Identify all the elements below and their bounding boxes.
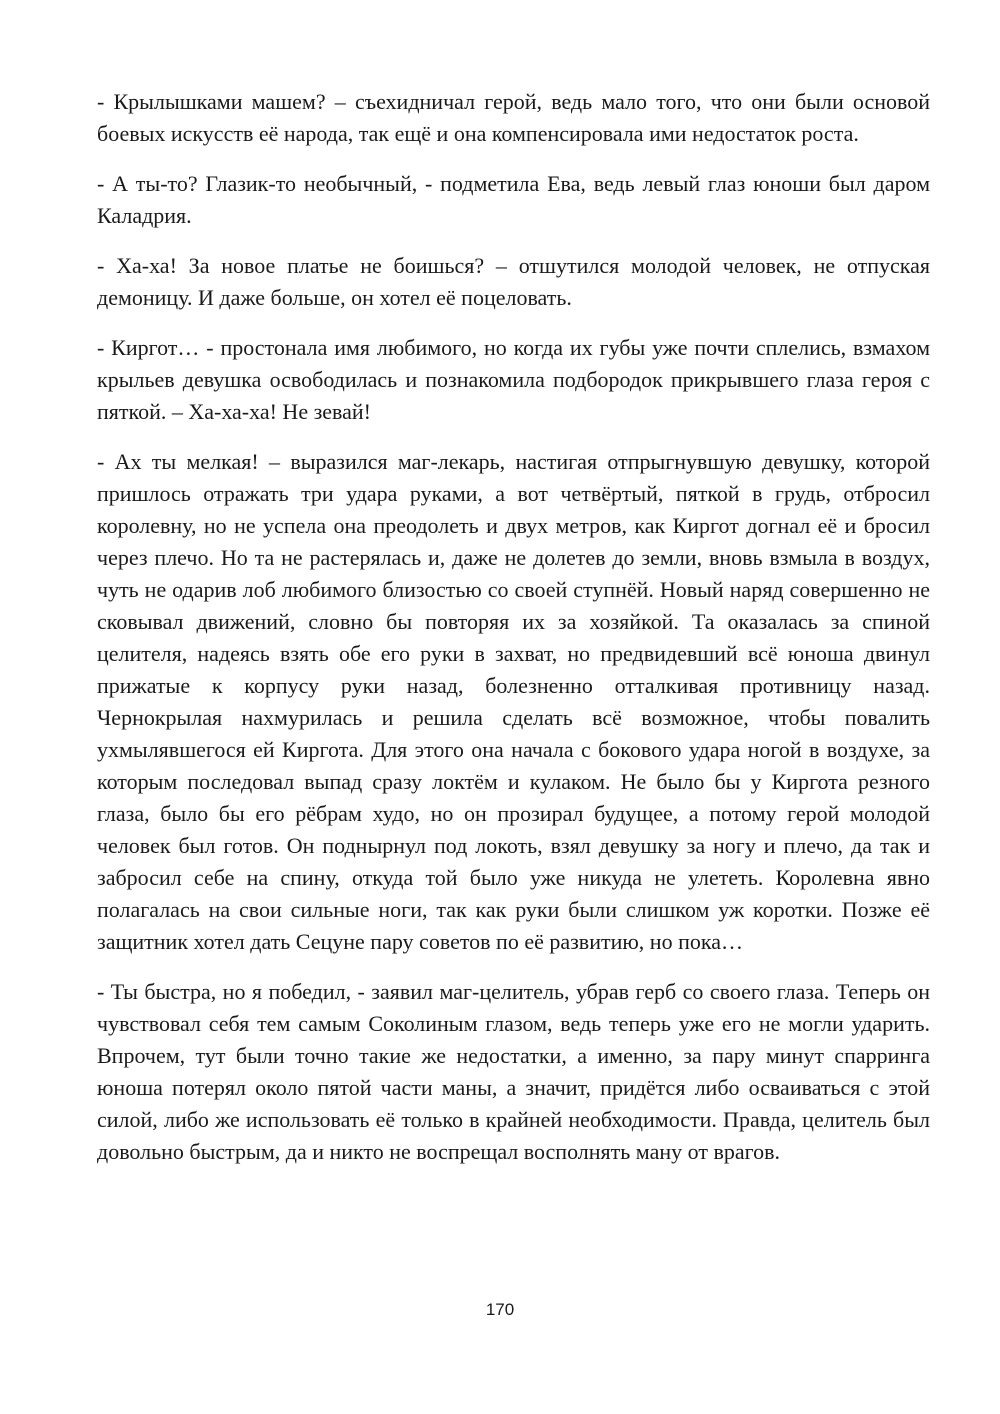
paragraph-dialogue-2: - А ты-то? Глазик-то необычный, - подметила Ева, ведь левый глаз юноши был даром Каладрия. bbox=[97, 171, 930, 228]
paragraph-dialogue-5: - Ты быстра, но я победил, - заявил маг-целитель, убрав герб со своего глаза. Теперь он чувствовал себя тем самым Соколиным глазом, ведь теперь уже его не могли ударить. Впрочем, тут были точно такие же недостатки, а именно, за пару минут спарринга юноша потерял около пятой части маны, а значит, придётся либо осваиваться с этой силой, либо же использовать её только в крайней необходимости. Правда, целитель был довольно быстрым, да и никто не воспрещал восполнять ману от врагов. bbox=[97, 979, 930, 1164]
page-number: 170 bbox=[485, 1300, 515, 1319]
paragraph-dialogue-4: - Киргот… - простонала имя любимого, но когда их губы уже почти сплелись, взмахом крыльев девушка освободилась и познакомила подбородок прикрывшего глаза героя с пяткой. – Ха-ха-ха! Не зевай! bbox=[97, 335, 930, 424]
paragraph-dialogue-3: - Ха-ха! За новое платье не боишься? – отшутился молодой человек, не отпуская демоницу. И даже больше, он хотел её поцеловать. bbox=[97, 253, 930, 310]
paragraph-narrative: - Ах ты мелкая! – выразился маг-лекарь, настигая отпрыгнувшую девушку, которой пришлось отражать три удара руками, а вот четвёртый, пяткой в грудь, отбросил королевну, но не успела она преодолеть и двух метров, как Киргот догнал её и бросил через плечо. Но та не растерялась и, даже не долетев до земли, вновь взмыла в воздух, чуть не одарив лоб любимого близостью со своей ступнёй. Новый наряд совершенно не сковывал движений, словно бы повторяя их за хозяйкой. Та оказалась за спиной целителя, надеясь взять обе его руки в захват, но предвидевший всё юноша двинул прижатые к корпусу руки назад, болезненно отталкивая противницу назад. Чернокрылая нахмурилась и решила сделать всё возможное, чтобы повалить ухмылявшегося ей Киргота. Для этого она начала с бокового удара ногой в воздухе, за которым последовал выпад сразу локтём и кулаком. Не было бы у Киргота резного глаза, было бы его рёбрам худо, но он прозирал будущее, а потому герой молодой человек был готов. Он поднырнул под локоть, взял девушку за ногу и плечо, да так и забросил себе на спину, откуда той было уже никуда не улететь. Королевна явно полагалась на свои сильные ноги, так как руки были слишком уж коротки. Позже её защитник хотел дать Сецуне пару советов по её развитию, но пока… bbox=[97, 449, 930, 954]
text-block bbox=[97, 86, 930, 1186]
paragraph-dialogue-1: - Крылышками машем? – съехидничал герой, ведь мало того, что они были основой боевых искусств её народа, так ещё и она компенсировала ими недостаток роста. bbox=[97, 89, 930, 146]
